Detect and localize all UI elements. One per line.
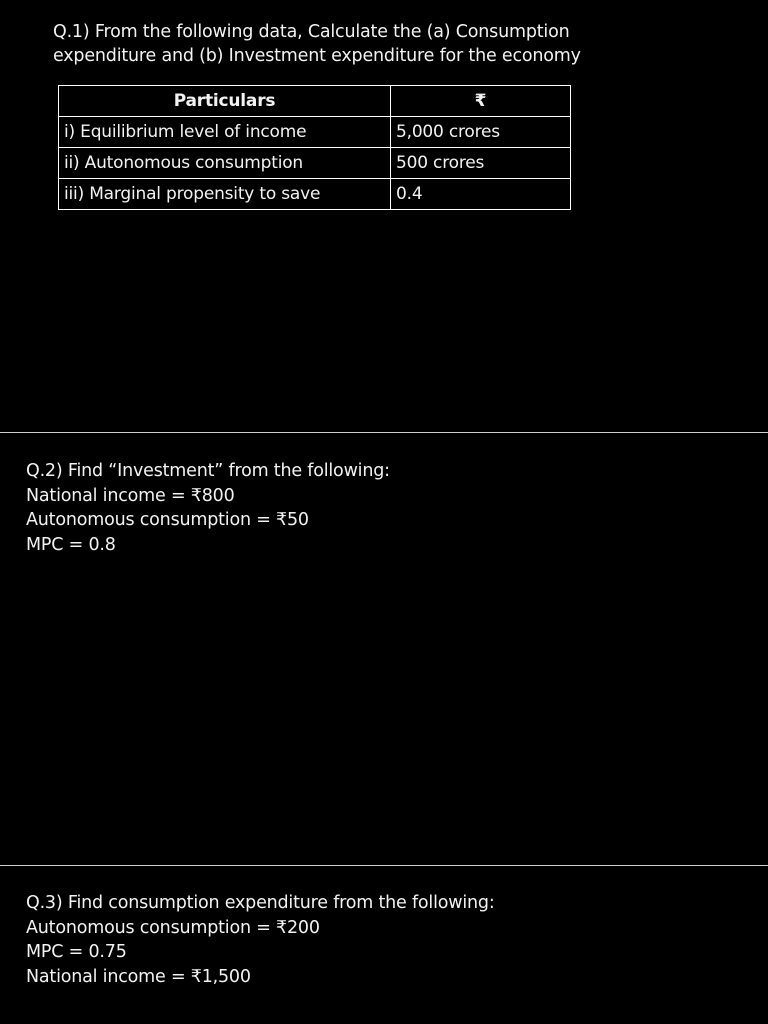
slide-question-2 bbox=[0, 433, 768, 865]
question-1-heading-line-2: expenditure and (b) Investment expenditure for the economy bbox=[53, 46, 581, 66]
question-3-line-national-income: National income = ₹1,500 bbox=[26, 966, 251, 987]
header-rupee-symbol: ₹ bbox=[391, 86, 571, 117]
question-2-block bbox=[26, 459, 390, 557]
question-3-block bbox=[26, 891, 495, 989]
question-2-line-national-income: National income = ₹800 bbox=[26, 485, 235, 506]
question-1-heading-line-1: Q.1) From the following data, Calculate the (a) Consumption bbox=[53, 22, 570, 42]
slide-question-1 bbox=[0, 0, 768, 432]
question-2-line-autonomous-consumption: Autonomous consumption = ₹50 bbox=[26, 510, 309, 530]
table-row bbox=[59, 179, 571, 210]
table-row bbox=[59, 117, 571, 148]
slide-question-3 bbox=[0, 866, 768, 1024]
question-3-line-mpc: MPC = 0.75 bbox=[26, 942, 127, 962]
header-particulars: Particulars bbox=[59, 86, 391, 117]
row-value: 5,000 crores bbox=[391, 117, 571, 148]
row-value: 500 crores bbox=[391, 148, 571, 179]
question-1-data-table bbox=[58, 85, 571, 210]
question-2-line-mpc: MPC = 0.8 bbox=[26, 534, 116, 555]
table-row bbox=[59, 148, 571, 179]
question-3-line-autonomous-consumption: Autonomous consumption = ₹200 bbox=[26, 917, 320, 938]
row-particular: i) Equilibrium level of income bbox=[59, 117, 391, 148]
row-value: 0.4 bbox=[391, 179, 571, 210]
question-3-heading: Q.3) Find consumption expenditure from the following: bbox=[26, 893, 495, 913]
question-1-heading bbox=[53, 20, 653, 68]
question-2-heading: Q.2) Find “Investment” from the following: bbox=[26, 461, 390, 481]
row-particular: iii) Marginal propensity to save bbox=[59, 179, 391, 210]
row-particular: ii) Autonomous consumption bbox=[59, 148, 391, 179]
table-header-row bbox=[59, 86, 571, 117]
